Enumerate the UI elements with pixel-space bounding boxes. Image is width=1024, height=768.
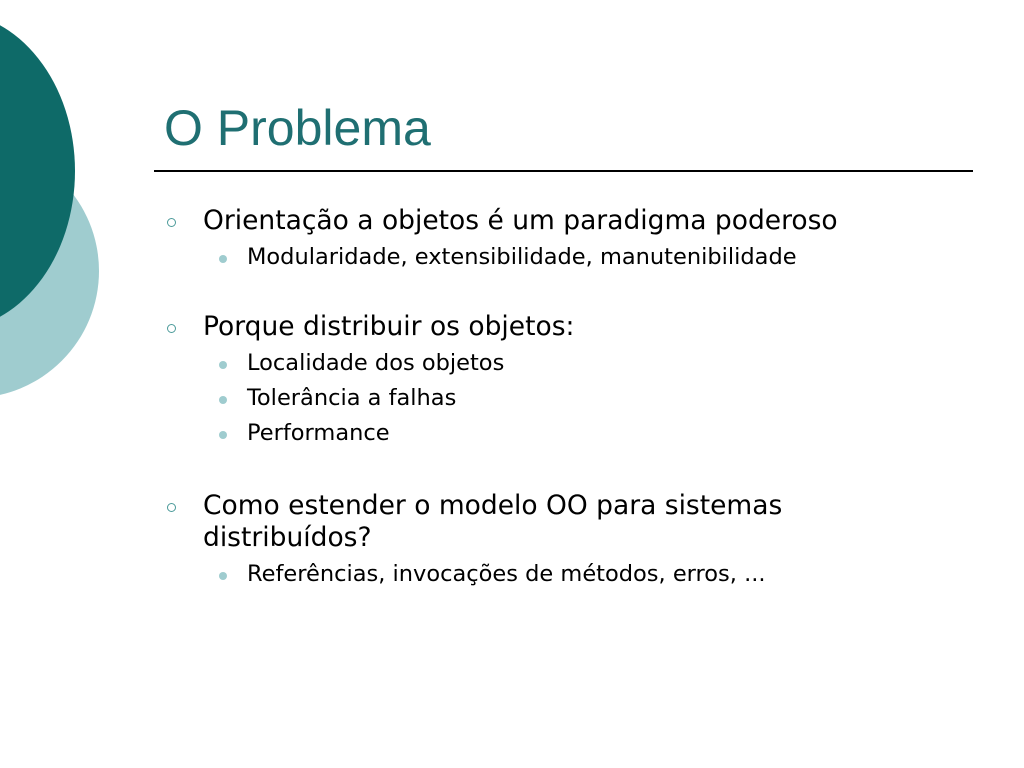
dot-bullet-icon xyxy=(219,361,227,369)
bullet-item xyxy=(164,311,954,343)
sub-bullet-item xyxy=(164,346,954,381)
bullet-text: Porque distribuir os objetos: xyxy=(203,311,575,342)
bullet-item xyxy=(164,205,954,237)
sub-bullet-text: Tolerância a falhas xyxy=(247,385,457,411)
dot-bullet-icon xyxy=(219,255,227,263)
bullet-text: Orientação a objetos é um paradigma poderoso xyxy=(203,205,838,236)
sub-bullet-item xyxy=(164,381,954,416)
ring-bullet-icon xyxy=(167,218,176,227)
sub-bullet-list xyxy=(164,346,954,451)
sub-bullet-list xyxy=(164,557,954,592)
ring-bullet-icon xyxy=(167,324,176,333)
dot-bullet-icon xyxy=(219,431,227,439)
ring-bullet-icon xyxy=(167,503,176,512)
sub-bullet-text: Performance xyxy=(247,420,390,446)
sub-bullet-item xyxy=(164,557,954,592)
sub-bullet-item xyxy=(164,416,954,451)
sub-bullet-text: Localidade dos objetos xyxy=(247,350,505,376)
dot-bullet-icon xyxy=(219,572,227,580)
sub-bullet-list xyxy=(164,240,954,275)
slide-content xyxy=(164,205,954,592)
dot-bullet-icon xyxy=(219,396,227,404)
sub-bullet-text: Modularidade, extensibilidade, manutenibilidade xyxy=(247,244,797,270)
sub-bullet-item xyxy=(164,240,954,275)
slide-title: O Problema xyxy=(164,100,431,156)
title-divider xyxy=(154,170,973,172)
sub-bullet-text: Referências, invocações de métodos, erros, ... xyxy=(247,561,766,587)
bullet-item xyxy=(164,490,954,554)
bullet-text: Como estender o modelo OO para sistemas distribuídos? xyxy=(203,490,783,553)
